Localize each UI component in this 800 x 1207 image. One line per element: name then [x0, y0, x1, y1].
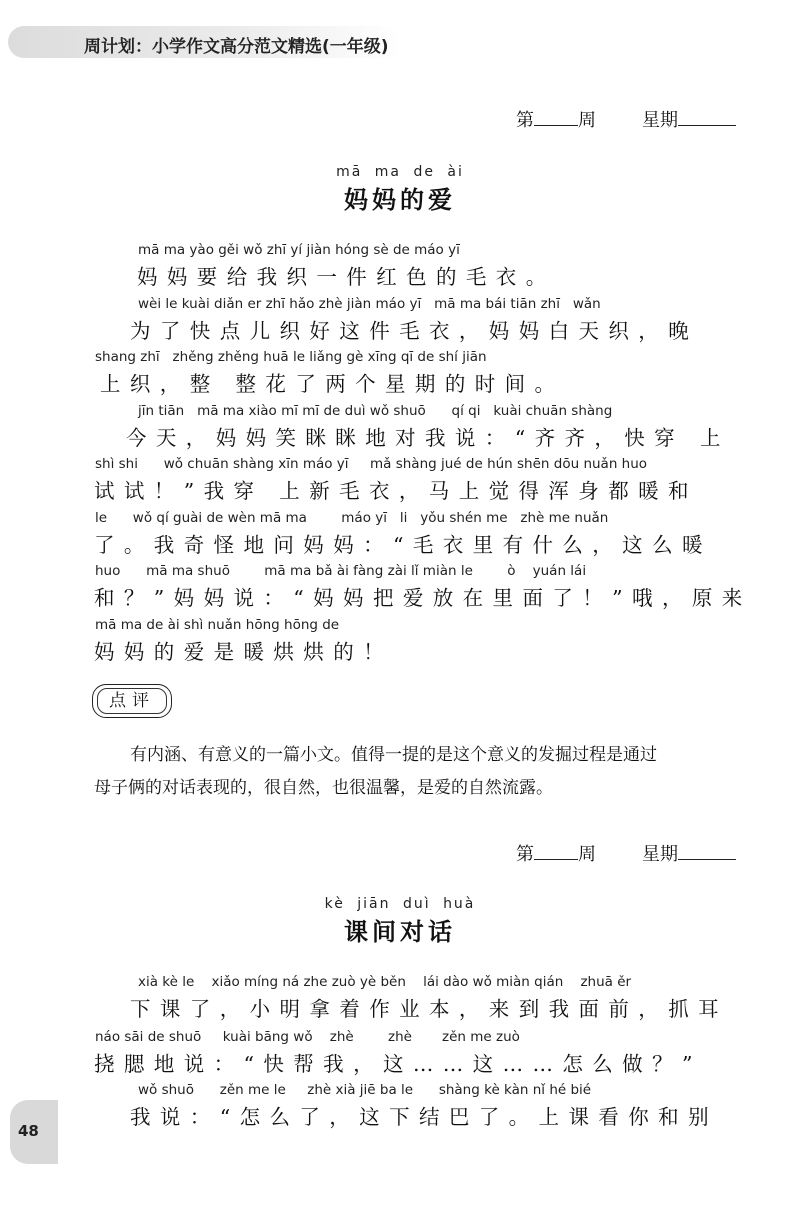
text-line: 妈妈的爱是暖烘烘的！ [94, 640, 393, 664]
text-line: 试试！”我穿 上新毛衣，马上觉得浑身都暖和 [94, 479, 698, 503]
review-badge [92, 684, 172, 718]
week-blank[interactable] [534, 109, 578, 126]
pinyin-line: le wǒ qí guài de wèn mā ma máo yī li yǒu shén me zhè me nuǎn [95, 510, 609, 526]
week-label-di: 第 [516, 844, 534, 865]
pinyin-line: mā ma yào gěi wǒ zhī yí jiàn hóng sè de máo yī [138, 242, 460, 258]
pinyin-line: wǒ shuō zěn me le zhè xià jiē ba le shàng kè kàn nǐ hé bié [138, 1082, 592, 1098]
essay-title-pinyin: kè jiān duì huà [324, 896, 476, 912]
text-line: 下课了，小明拿着作业本，来到我面前，抓耳 [130, 997, 728, 1021]
weekday-blank[interactable] [678, 109, 736, 126]
week-label-zhou: 周 [578, 110, 596, 131]
text-line: 我说：“怎么了，这下结巴了。上课看你和别 [130, 1105, 718, 1129]
weekday-label: 星期 [642, 844, 678, 865]
review-text-line: 母子俩的对话表现的，很自然，也很温馨，是爱的自然流露。 [94, 778, 553, 798]
pinyin-line: mā ma de ài shì nuǎn hōng hōng de [95, 617, 340, 633]
week-line [516, 106, 736, 132]
pinyin-line: náo sāi de shuō kuài bāng wǒ zhè zhè zěn me zuò [95, 1029, 520, 1045]
pinyin-line: huo mā ma shuō mā ma bǎ ài fàng zài lǐ miàn le ò yuán lái [95, 563, 587, 579]
essay-title: 妈妈的爱 [344, 185, 456, 214]
week-blank[interactable] [534, 843, 578, 860]
review-text-line: 有内涵、有意义的一篇小文。值得一提的是这个意义的发掘过程是通过 [130, 745, 657, 765]
text-line: 今天，妈妈笑眯眯地对我说：“齐齐，快穿 上 [126, 426, 730, 450]
text-line: 了。我奇怪地问妈妈：“毛衣里有什么，这么暖 [94, 533, 712, 557]
text-line: 为了快点儿织好这件毛衣，妈妈白天织，晚 [130, 319, 699, 343]
week-label-di: 第 [516, 110, 534, 131]
week-line [516, 840, 736, 866]
weekday-label: 星期 [642, 110, 678, 131]
pinyin-line: shì shi wǒ chuān shàng xīn máo yī mǎ shàng jué de hún shēn dōu nuǎn huo [95, 456, 648, 472]
text-line: 挠腮地说：“快帮我，这……这……怎么做？” [94, 1052, 702, 1076]
review-badge-label: 点评 [97, 688, 167, 714]
text-line: 上织，整 整花了两个星期的时间。 [100, 372, 565, 396]
pinyin-line: shang zhī zhěng zhěng huā le liǎng gè xīng qī de shí jiān [95, 349, 487, 365]
page-number: 48 [18, 1122, 39, 1140]
weekday-blank[interactable] [678, 843, 736, 860]
running-header: 周计划：小学作文高分范文精选(一年级) [84, 37, 389, 57]
text-line: 妈妈要给我织一件红色的毛衣。 [137, 265, 556, 289]
essay-title-pinyin: mā ma de ài [336, 164, 464, 180]
pinyin-line: jīn tiān mā ma xiào mī mī de duì wǒ shuō qí qi kuài chuān shàng [138, 403, 613, 419]
essay-title: 课间对话 [344, 917, 456, 946]
text-line: 和？”妈妈说：“妈妈把爱放在里面了！”哦，原来 [94, 586, 752, 610]
pinyin-line: wèi le kuài diǎn er zhī hǎo zhè jiàn máo yī mā ma bái tiān zhī wǎn [138, 296, 601, 312]
week-label-zhou: 周 [578, 844, 596, 865]
pinyin-line: xià kè le xiǎo míng ná zhe zuò yè běn lái dào wǒ miàn qián zhuā ěr [138, 974, 632, 990]
